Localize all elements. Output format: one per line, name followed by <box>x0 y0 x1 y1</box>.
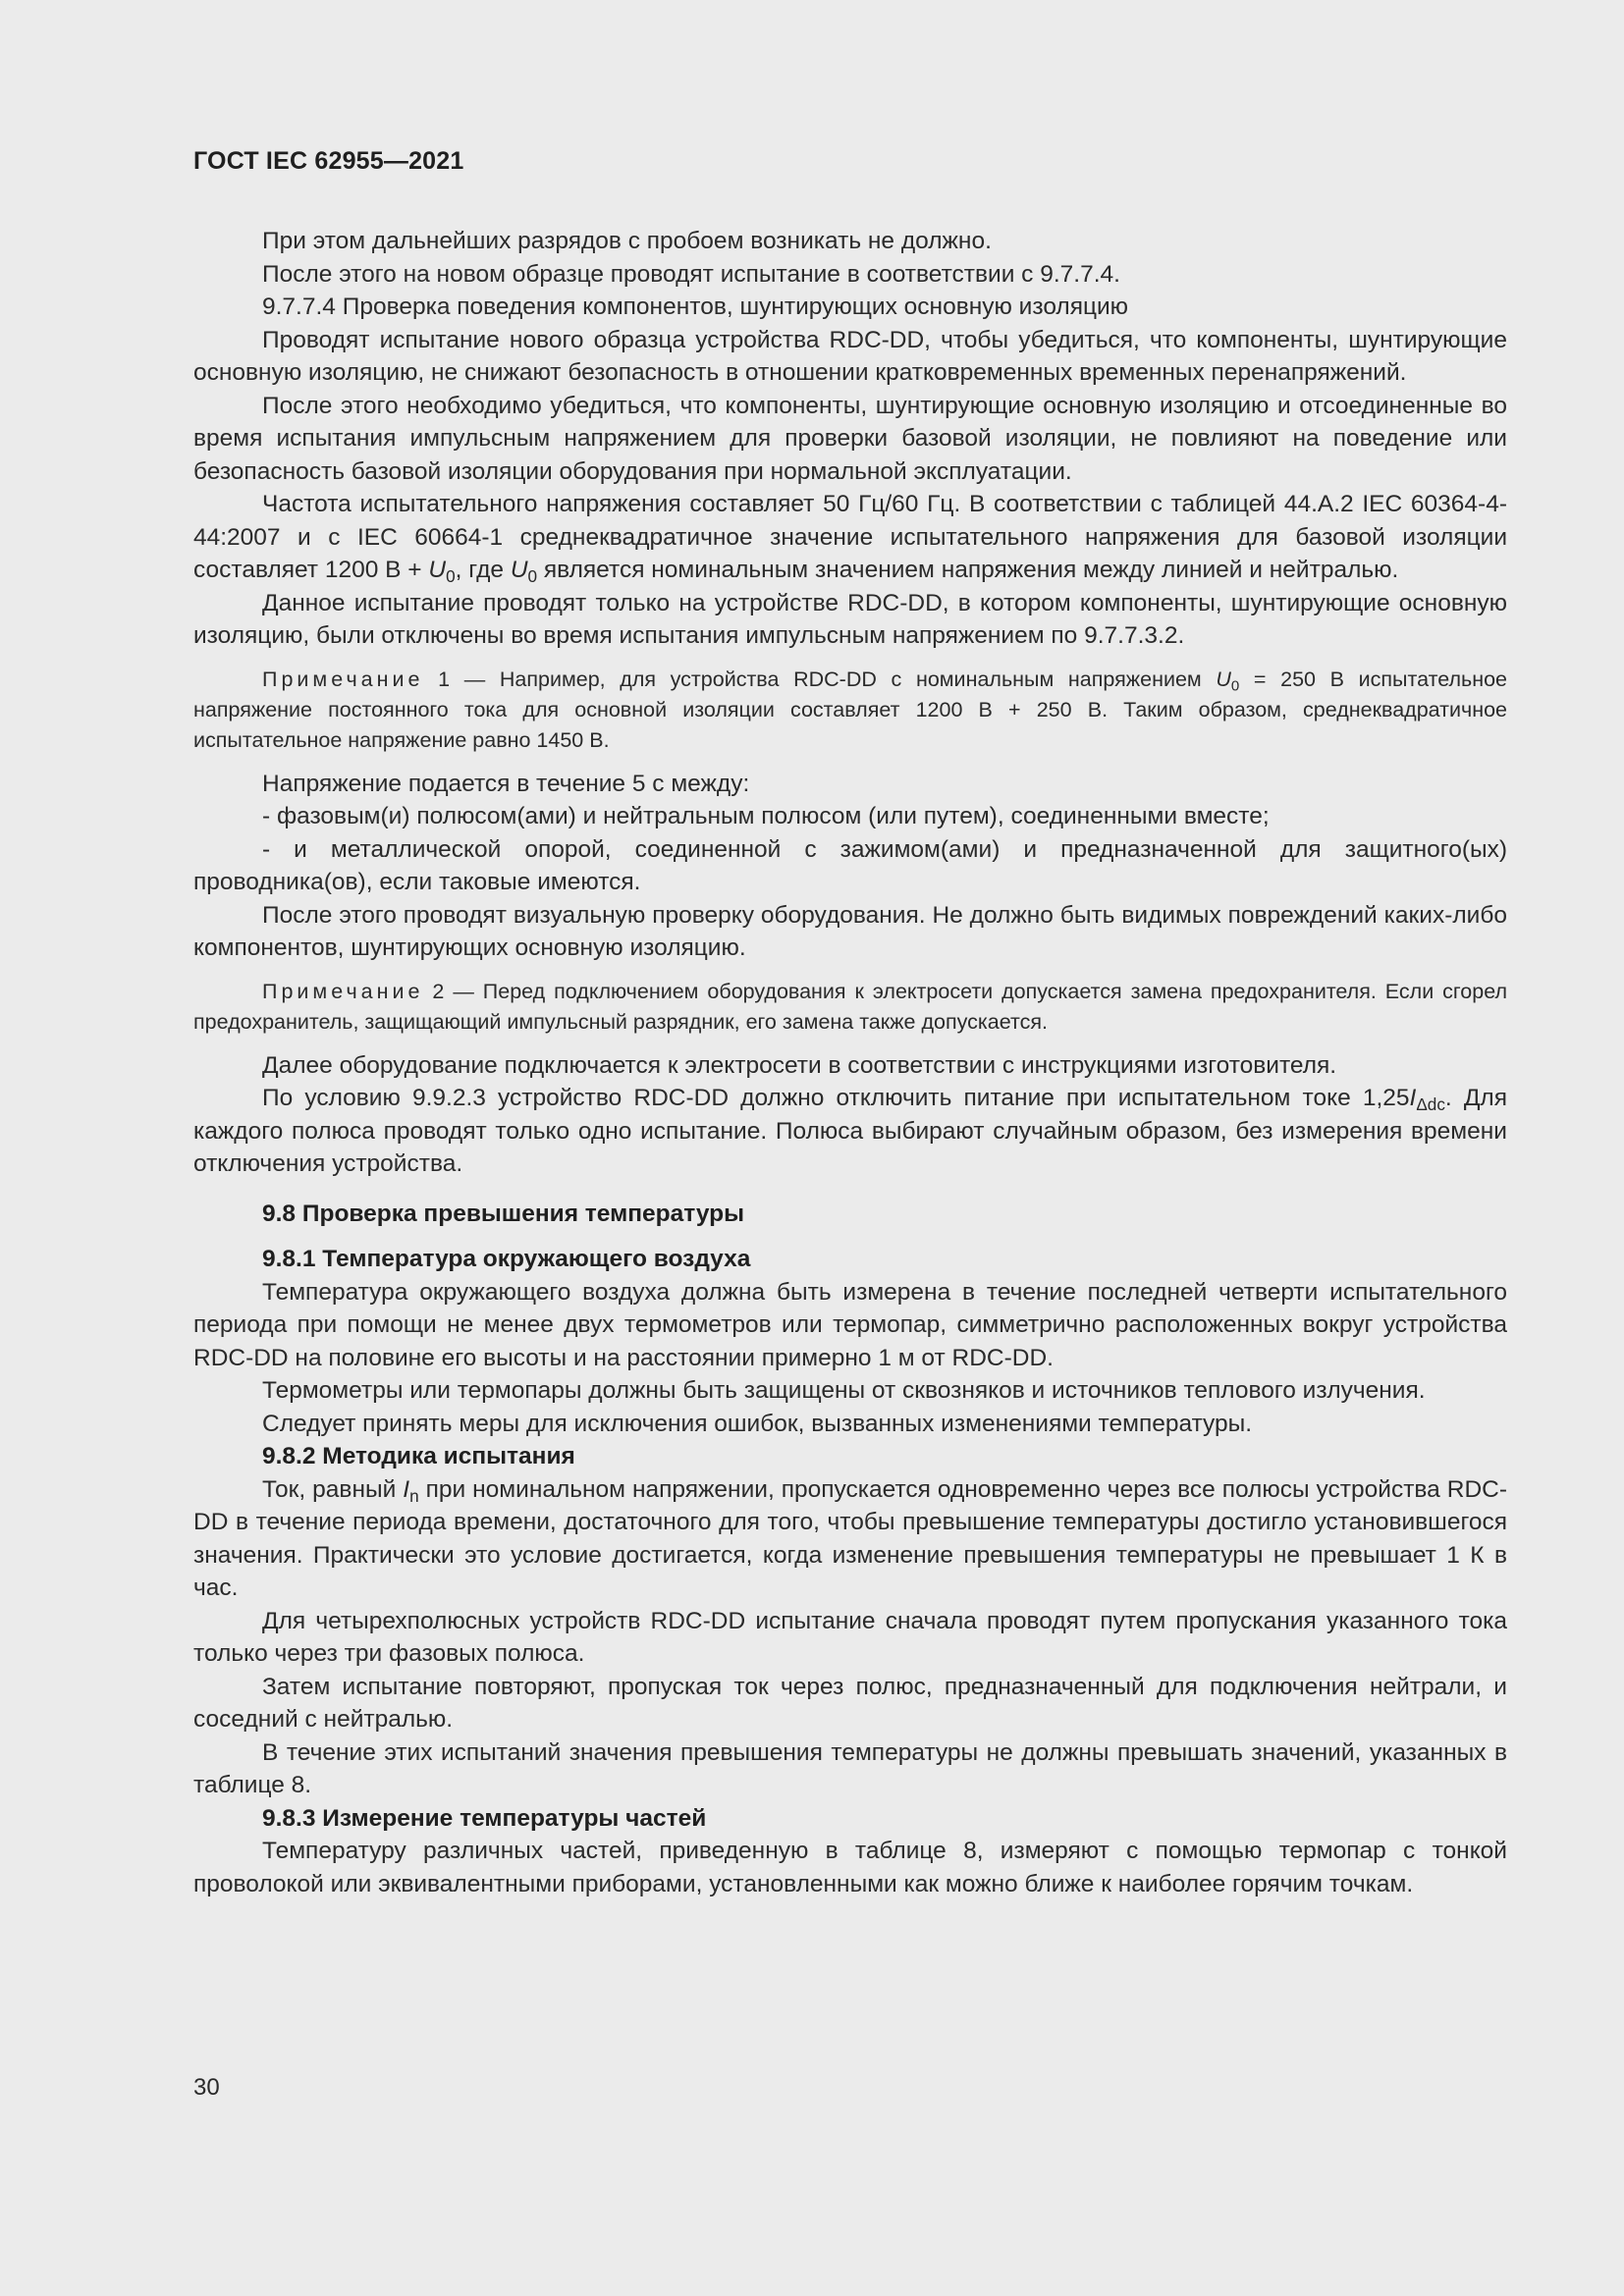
text-run: при номинальном напряжении, пропускается одновременно через все полюсы устройства RDC-DD в течение периода времени, достаточного для того, чтобы превышение температуры достигло установившегося значения. Практически это условие достигается, когда изменение превышения температуры не превышает 1 К в час. <box>193 1475 1507 1601</box>
subscript: n <box>409 1485 419 1506</box>
section-heading-9-8: 9.8 Проверка превышения температуры <box>262 1200 745 1227</box>
symbol-i: I <box>403 1475 410 1503</box>
paragraph: Данное испытание проводят только на устройстве RDC-DD, в котором компоненты, шунтирующие основную изоляцию, были отключены во время испытания импульсным напряжением по 9.7.7.3.2. <box>193 589 1507 649</box>
paragraph <box>193 488 1507 587</box>
symbol-u: U <box>510 557 528 583</box>
paragraph: После этого необходимо убедиться, что компоненты, шунтирующие основную изоляцию и отсоединенные во время испытания импульсным напряжением для проверки базовой изоляции, не повлияют на поведение или безопасность базовой изоляции оборудования при нормальной эксплуатации. <box>193 392 1507 485</box>
symbol-u: U <box>1216 667 1231 691</box>
section-heading-9-8-2: 9.8.2 Методика испытания <box>262 1443 575 1469</box>
symbol-i: I <box>1409 1085 1417 1111</box>
text-run: По условию 9.9.2.3 устройство RDC-DD должно отключить питание при испытательном токе 1,25 <box>262 1085 1410 1111</box>
text-run: 2 — Перед подключением оборудования к электросети допускается замена предохранителя. Если сгорел предохранитель, защищающий импульсный разрядник, его замена также допускается. <box>193 979 1507 1034</box>
section-heading-9-8-1: 9.8.1 Температура окружающего воздуха <box>262 1246 751 1272</box>
text-run: Частота испытательного напряжения составляет 50 Гц/60 Гц. В соответствии с таблицей 44.А.2 IEC 60364-4-44:2007 и с IEC 60664-1 среднеквадратичное значение испытательного напряжения для базовой изоляции составляет 1200 В + <box>193 491 1507 583</box>
paragraph: Термометры или термопары должны быть защищены от сквозняков и источников теплового излучения. <box>262 1377 1426 1404</box>
text-run: , где <box>455 557 511 583</box>
section-heading-9-8-3: 9.8.3 Измерение температуры частей <box>262 1804 707 1832</box>
paragraph: Для четырехполюсных устройств RDC-DD испытание сначала проводят путем пропускания указанного тока только через три фазовых полюса. <box>193 1607 1507 1667</box>
note-label: Примечание <box>262 979 424 1003</box>
note-1 <box>193 665 1507 756</box>
note-2 <box>193 977 1507 1038</box>
subscript: 0 <box>1230 677 1240 694</box>
symbol-u: U <box>428 557 447 583</box>
clause-heading-9-7-7-4: 9.7.7.4 Проверка поведения компонентов, шунтирующих основную изоляцию <box>262 294 1129 320</box>
text-run: = 250 В испытательное напряжение постоянного тока для основной изоляции составляет 1200 В + 250 В. Таким образом, среднеквадратичное испытательное напряжение равно 1450 В. <box>193 667 1507 752</box>
paragraph: Следует принять меры для исключения ошибок, вызванных изменениями температуры. <box>262 1410 1253 1437</box>
note-label: Примечание <box>262 667 424 691</box>
page-header: ГОСТ IEC 62955—2021 <box>193 147 464 175</box>
paragraph: Напряжение подается в течение 5 с между: <box>262 770 750 797</box>
paragraph: Затем испытание повторяют, пропуская ток через полюс, предназначенный для подключения нейтрали, и соседний с нейтралью. <box>193 1673 1507 1733</box>
paragraph: Проводят испытание нового образца устройства RDC-DD, чтобы убедиться, что компоненты, шунтирующие основную изоляцию, не снижают безопасность в отношении кратковременных временных перенапряжений. <box>193 326 1507 386</box>
paragraph: Температура окружающего воздуха должна быть измерена в течение последней четверти испытательного периода при помощи не менее двух термометров или термопар, симметрично расположенных вокруг устройства RDC-DD на половине его высоты и на расстоянии примерно 1 м от RDC-DD. <box>193 1278 1507 1371</box>
text-run: Ток, равный <box>262 1475 404 1503</box>
text-run: 1 — Например, для устройства RDC-DD с номинальным напряжением <box>438 667 1217 691</box>
paragraph <box>193 1082 1507 1181</box>
subscript: Δdc <box>1416 1095 1445 1115</box>
paragraph: При этом дальнейших разрядов с пробоем возникать не должно. <box>262 228 992 254</box>
document-body <box>193 225 1507 1900</box>
subscript: 0 <box>527 566 538 587</box>
list-item: - и металлической опорой, соединенной с зажимом(ами) и предназначенной для защитного(ых) проводника(ов), если таковые имеются. <box>193 835 1507 895</box>
text-run: . Для каждого полюса проводят только одно испытание. Полюса выбирают случайным образом, без измерения времени отключения устройства. <box>193 1085 1507 1177</box>
paragraph: В течение этих испытаний значения превышения температуры не должны превышать значений, указанных в таблице 8. <box>193 1738 1507 1798</box>
paragraph: Температуру различных частей, приведенную в таблице 8, измеряют с помощью термопар с тонкой проволокой или эквивалентными приборами, установленными как можно ближе к наиболее горячим точкам. <box>193 1838 1507 1897</box>
paragraph: Далее оборудование подключается к электросети в соответствии с инструкциями изготовителя. <box>262 1051 1337 1079</box>
text-run: является номинальным значением напряжения между линией и нейтралью. <box>537 557 1399 583</box>
paragraph <box>193 1473 1507 1605</box>
page-number: 30 <box>193 2074 220 2101</box>
paragraph: После этого на новом образце проводят испытание в соответствии с 9.7.7.4. <box>262 260 1120 288</box>
list-item: - фазовым(и) полюсом(ами) и нейтральным полюсом (или путем), соединенными вместе; <box>262 803 1270 829</box>
subscript: 0 <box>446 566 456 587</box>
paragraph: После этого проводят визуальную проверку оборудования. Не должно быть видимых повреждений каких-либо компонентов, шунтирующих основную изоляцию. <box>193 901 1507 961</box>
